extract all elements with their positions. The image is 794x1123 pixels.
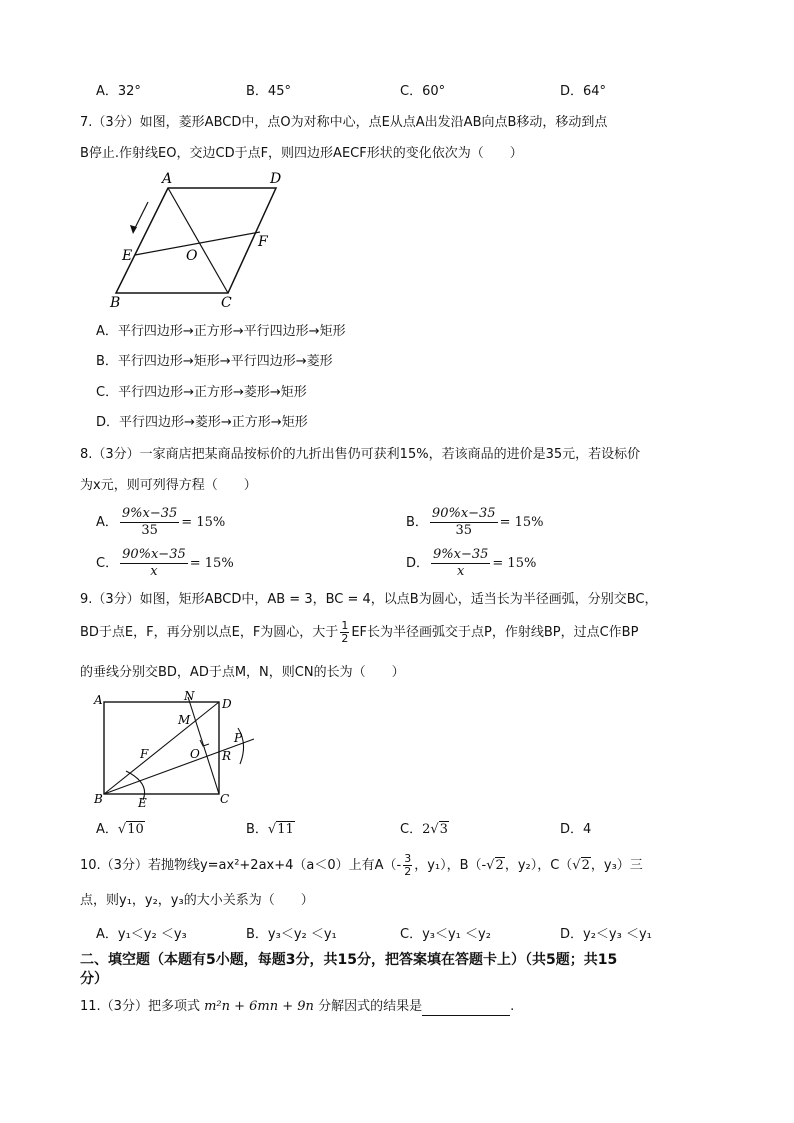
q6-option-a: A．32° xyxy=(96,84,141,99)
section2-heading-line1: 二、填空题（本题有5小题，每题3分，共15分，把答案填在答题卡上）（共5题；共15 xyxy=(80,952,618,968)
q11-expression: m²n + 6mn + 9n xyxy=(204,999,314,1014)
label-m: M xyxy=(178,713,191,727)
q6-option-c: C．60° xyxy=(400,84,446,99)
q9-option-a: A．√10 xyxy=(96,822,144,837)
q8-stem-line1: 8.（3分）一家商店把某商品按标价的九折出售仍可获利15%，若该商品的进价是35元，若设标价 xyxy=(80,447,641,462)
q9-option-d: D．4 xyxy=(560,822,592,837)
q9-stem-line3: 的垂线分别交BD，AD于点M，N，则CN的长为（ ） xyxy=(80,665,405,680)
section2-heading-line2: 分） xyxy=(80,971,108,987)
q8-stem-line2: 为x元，则可列得方程（ ） xyxy=(80,478,257,493)
right-angle-mark xyxy=(200,740,209,746)
diagonal-bd xyxy=(104,702,219,794)
q6-option-d: D．64° xyxy=(560,84,607,99)
label-c: C xyxy=(220,792,230,806)
label-a: A xyxy=(94,693,103,707)
q9-rectangle-figure xyxy=(88,688,268,812)
q8-option-d: D． $\frac{9\%x-35}{x}$ = 15% xyxy=(406,547,537,579)
q7-option-a: A．平行四边形→正方形→平行四边形→矩形 xyxy=(96,324,346,339)
q7-rhombus-figure xyxy=(100,170,300,315)
label-e: E xyxy=(138,796,147,810)
q6-options xyxy=(80,83,720,103)
q7-option-c: C．平行四边形→正方形→菱形→矩形 xyxy=(96,385,307,400)
q10-stem-line1: 10.（3分）若抛物线y=ax²+2ax+4（a＜0）上有A（- $\frac{3}{2}$ ，y₁），B（-√2，y₂），C（√2，y₃）三 xyxy=(80,852,643,878)
label-b: B xyxy=(94,792,103,806)
q9-stem-line2: BD于点E，F，再分别以点E，F为圆心，大于 $\frac{1}{2}$ EF长为半径画弧交于点P，作射线BP，过点C作BP xyxy=(80,619,639,645)
rhombus-abcd xyxy=(116,188,276,293)
label-d: D xyxy=(270,171,282,187)
q7-stem-line2: B停止.作射线EO，交边CD于点F，则四边形AECF形状的变化依次为（ ） xyxy=(80,146,523,161)
label-a: A xyxy=(162,171,173,187)
label-e: E xyxy=(122,248,133,264)
label-d: D xyxy=(222,697,232,711)
label-p: P xyxy=(234,731,243,745)
q10-option-a: A．y₁＜y₂ ＜y₃ xyxy=(96,927,187,942)
q10-stem-line2: 点，则y₁，y₂，y₃的大小关系为（ ） xyxy=(80,893,314,908)
q9-option-c: C．2√3 xyxy=(400,822,448,837)
q9-stem-line1: 9.（3分）如图，矩形ABCD中，AB = 3，BC = 4，以点B为圆心，适当长为半径画弧，分别交BC， xyxy=(80,592,658,607)
q10-option-c: C．y₃＜y₁ ＜y₂ xyxy=(400,927,491,942)
q10-option-b: B．y₃＜y₂ ＜y₁ xyxy=(246,927,337,942)
q8-option-a: A． $\frac{9\%x-35}{35}$ = 15% xyxy=(96,506,226,538)
q11-stem: 11.（3分）把多项式 m²n + 6mn + 9n 分解因式的结果是 . xyxy=(80,999,515,1014)
q7-option-d: D．平行四边形→菱形→正方形→矩形 xyxy=(96,415,308,430)
label-f: F xyxy=(140,747,149,761)
label-n: N xyxy=(184,689,195,703)
ray-bp xyxy=(104,739,254,794)
q10-option-d: D．y₂＜y₃ ＜y₁ xyxy=(560,927,652,942)
q8-option-c: C． $\frac{90\%x-35}{x}$ = 15% xyxy=(96,547,234,579)
q10-options xyxy=(80,926,720,946)
label-o: O xyxy=(190,747,200,761)
label-c: C xyxy=(221,295,232,311)
q8-option-b: B． $\frac{90\%x-35}{35}$ = 15% xyxy=(406,506,544,538)
line-ef xyxy=(135,232,260,255)
q7-option-b: B．平行四边形→矩形→平行四边形→菱形 xyxy=(96,354,333,369)
q9-option-b: B．√11 xyxy=(246,822,294,837)
label-f: F xyxy=(258,234,268,250)
q11-answer-blank[interactable] xyxy=(422,1001,510,1016)
q9-options xyxy=(80,821,720,841)
q6-option-b: B．45° xyxy=(246,84,291,99)
label-b: B xyxy=(110,295,121,311)
diagonal-ac xyxy=(168,188,228,293)
label-o: O xyxy=(186,248,198,264)
q7-stem-line1: 7.（3分）如图，菱形ABCD中，点O为对称中心，点E从点A出发沿AB向点B移动，移动到点 xyxy=(80,115,608,130)
label-r: R xyxy=(222,749,232,763)
